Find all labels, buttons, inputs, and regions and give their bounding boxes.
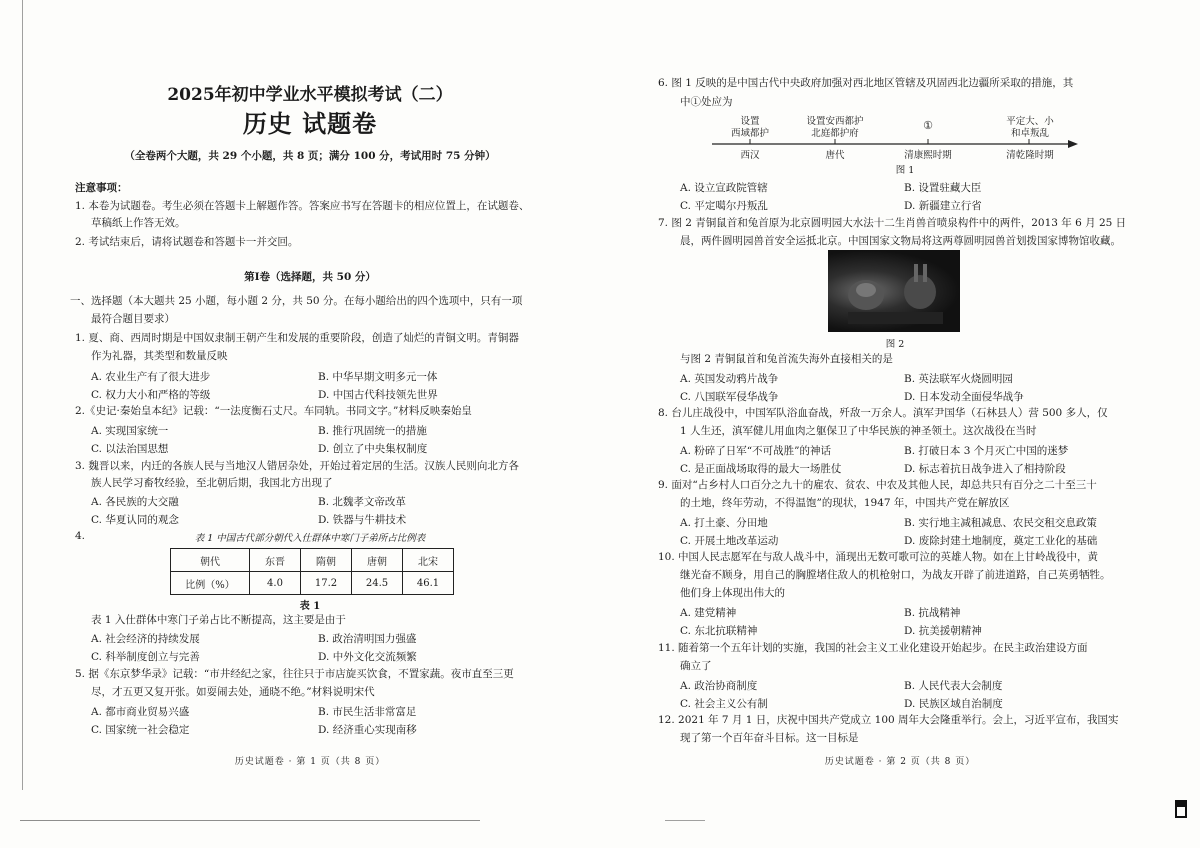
q3-option-a[interactable]: A. 各民族的大交融 xyxy=(91,496,179,508)
notice-1b: 草稿纸上作答无效。 xyxy=(91,217,186,229)
q6-option-d[interactable]: D. 新疆建立行省 xyxy=(904,200,982,212)
q11-option-a[interactable]: A. 政治协商制度 xyxy=(680,680,758,692)
q9-option-d[interactable]: D. 废除封建土地制度，奠定工业化的基础 xyxy=(904,535,1098,547)
table-header-cell: 北宋 xyxy=(403,549,454,572)
table-cell: 4.0 xyxy=(250,572,301,595)
q9-option-a[interactable]: A. 打土豪、分田地 xyxy=(680,517,768,529)
q6-stem-b: 中①处应为 xyxy=(680,96,733,108)
q11-option-d[interactable]: D. 民族区域自治制度 xyxy=(904,698,1003,710)
timeline-era-2: 唐代 xyxy=(825,150,845,161)
timeline-label-1b: 西域都护 xyxy=(730,128,769,139)
page-footer: 历史试题卷 · 第 2 页（共 8 页） xyxy=(824,757,976,767)
q2-option-d[interactable]: D. 创立了中央集权制度 xyxy=(318,443,428,455)
corner-mark xyxy=(1175,800,1187,818)
q3-option-b[interactable]: B. 北魏孝文帝改革 xyxy=(318,496,406,508)
timeline-label-2a: 设置安西都护 xyxy=(806,116,864,127)
q7-stem-b: 晨，两件圆明园兽首安全运抵北京。中国国家文物局将这两尊圆明园兽首划拨国家博物馆收藏。 xyxy=(680,235,1121,247)
q11-option-b[interactable]: B. 人民代表大会制度 xyxy=(904,680,1003,692)
q1-option-c[interactable]: C. 权力大小和严格的等级 xyxy=(91,389,211,401)
table-cell: 24.5 xyxy=(352,572,403,595)
q8-stem-a: 8. 台儿庄战役中，中国军队浴血奋战，歼敌一万余人。滇军尹国华（石林县人）营 500 多人，仅 xyxy=(658,407,1108,419)
q10-option-d[interactable]: D. 抗美援朝精神 xyxy=(904,625,982,637)
bronze-heads-photo xyxy=(828,250,960,332)
q3-stem-a: 3. 魏晋以来，内迁的各族人民与当地汉人错居杂处，开始过着定居的生活。汉族人民则向北方各 xyxy=(75,460,519,472)
section-1a: 一、选择题（本大题共 25 小题，每小题 2 分，共 50 分。在每小题给出的四个选项中，只有一项 xyxy=(70,295,523,307)
q9-option-c[interactable]: C. 开展土地改革运动 xyxy=(680,535,779,547)
q6-option-a[interactable]: A. 设立宣政院管辖 xyxy=(680,182,768,194)
q10-stem-b: 继光奋不顾身，用自己的胸膛堵住敌人的机枪射口，为战友开辟了前进道路，自己英勇牺牲。 xyxy=(680,569,1111,581)
notice-2: 2. 考试结束后，请将试题卷和答题卡一并交回。 xyxy=(75,236,299,248)
timeline-label-2b: 北庭都护府 xyxy=(811,128,859,139)
q10-option-b[interactable]: B. 抗战精神 xyxy=(904,607,961,619)
table-caption: 表 1 中国古代部分朝代入仕群体中寒门子弟所占比例表 xyxy=(194,533,426,544)
q7-option-b[interactable]: B. 英法联军火烧圆明园 xyxy=(904,373,1013,385)
q10-option-a[interactable]: A. 建党精神 xyxy=(680,607,737,619)
table-header-cell: 朝代 xyxy=(171,549,250,572)
q5-option-d[interactable]: D. 经济重心实现南移 xyxy=(318,724,417,736)
scan-bottom-line xyxy=(20,820,480,821)
q7-option-a[interactable]: A. 英国发动鸦片战争 xyxy=(680,373,779,385)
table-header-row xyxy=(171,549,454,572)
scan-bottom-line xyxy=(665,820,705,821)
q5-option-b[interactable]: B. 市民生活非常富足 xyxy=(318,706,417,718)
q8-option-d[interactable]: D. 标志着抗日战争进入了相持阶段 xyxy=(904,463,1066,475)
q6-option-b[interactable]: B. 设置驻藏大臣 xyxy=(904,182,982,194)
q4-stem: 表 1 入仕群体中寒门子弟占比不断提高，这主要是由于 xyxy=(91,614,346,626)
page-2 xyxy=(600,0,1200,848)
q12-stem-a: 12. 2021 年 7 月 1 日，庆祝中国共产党成立 100 周年大会隆重举行。会上，习近平宣布，我国实 xyxy=(658,714,1119,726)
data-table xyxy=(170,548,454,595)
figure-1-label: 图 1 xyxy=(895,165,915,176)
notice-title: 注意事项： xyxy=(75,182,128,194)
q3-option-d[interactable]: D. 铁器与牛耕技术 xyxy=(318,514,407,526)
q6-stem-a: 6. 图 1 反映的是中国古代中央政府加强对西北地区管辖及巩固西北边疆所采取的措施，其 xyxy=(658,77,1074,89)
q9-stem-a: 9. 面对“占乡村人口百分之九十的雇农、贫农、中农及其他人民，却总共只有百分之二十至三十 xyxy=(658,479,1097,491)
q5-stem-b: 尽，才五更又复开张。如耍闹去处，通晓不绝。”材料说明宋代 xyxy=(91,686,375,698)
figure-2-label: 图 2 xyxy=(885,339,905,350)
table-cell: 46.1 xyxy=(403,572,454,595)
table-cell: 17.2 xyxy=(301,572,352,595)
table-header-cell: 东晋 xyxy=(250,549,301,572)
q7-stem: 与图 2 青铜鼠首和兔首流失海外直接相关的是 xyxy=(680,353,893,365)
timeline-label-4a: 平定大、小 xyxy=(1006,116,1054,127)
q10-stem-a: 10. 中国人民志愿军在与敌人战斗中，涌现出无数可歌可泣的英雄人物。如在上甘岭战役中，黄 xyxy=(658,551,1099,563)
q7-option-d[interactable]: D. 日本发动全面侵华战争 xyxy=(904,391,1024,403)
bronze-heads-image xyxy=(828,250,960,332)
q4-option-a[interactable]: A. 社会经济的持续发展 xyxy=(91,633,200,645)
q1-option-a[interactable]: A. 农业生产有了很大进步 xyxy=(91,371,211,383)
page-footer: 历史试题卷 · 第 1 页（共 8 页） xyxy=(234,757,386,767)
q7-option-c[interactable]: C. 八国联军侵华战争 xyxy=(680,391,779,403)
q4-option-c[interactable]: C. 科举制度创立与完善 xyxy=(91,651,200,663)
exam-info: （全卷两个大题，共 29 个小题，共 8 页；满分 100 分，考试用时 75 分钟） xyxy=(124,150,496,162)
q1-stem-a: 1. 夏、商、西周时期是中国奴隶制王朝产生和发展的重要阶段，创造了灿烂的青铜文明。青铜器 xyxy=(75,332,519,344)
q3-stem-b: 族人民学习畜牧经验，至北朝后期，我国北方出现了 xyxy=(91,477,333,489)
q1-option-b[interactable]: B. 中华早期文明多元一体 xyxy=(318,371,438,383)
q2-option-b[interactable]: B. 推行巩固统一的措施 xyxy=(318,425,427,437)
q8-option-c[interactable]: C. 是正面战场取得的最大一场胜仗 xyxy=(680,463,842,475)
timeline-era-3: 清康熙时期 xyxy=(904,150,952,161)
q12-stem-b: 现了第一个百年奋斗目标。这一目标是 xyxy=(680,732,859,744)
q8-option-a[interactable]: A. 粉碎了日军“不可战胜”的神话 xyxy=(680,445,831,457)
section-1b: 最符合题目要求） xyxy=(91,313,175,325)
q11-stem-a: 11. 随着第一个五年计划的实施，我国的社会主义工业化建设开始起步。在民主政治建设方面 xyxy=(658,642,1088,654)
subject-title: 历史 试题卷 xyxy=(242,109,378,138)
q4-option-d[interactable]: D. 中外文化交流频繁 xyxy=(318,651,417,663)
notice-1a: 1. 本卷为试题卷。考生必须在答题卡上解题作答。答案应书写在答题卡的相应位置上，在试题卷、 xyxy=(75,200,530,212)
q10-option-c[interactable]: C. 东北抗联精神 xyxy=(680,625,758,637)
q1-stem-b: 作为礼器，其类型和数量反映 xyxy=(91,350,228,362)
q2-option-c[interactable]: C. 以法治国思想 xyxy=(91,443,169,455)
q4-number: 4. xyxy=(75,530,86,542)
q5-option-c[interactable]: C. 国家统一社会稳定 xyxy=(91,724,190,736)
timeline-era-4: 清乾隆时期 xyxy=(1006,150,1054,161)
table-label: 表 1 xyxy=(299,601,321,612)
q4-option-b[interactable]: B. 政治清明国力强盛 xyxy=(318,633,417,645)
q11-option-c[interactable]: C. 社会主义公有制 xyxy=(680,698,768,710)
table-row xyxy=(171,572,454,595)
q5-option-a[interactable]: A. 都市商业贸易兴盛 xyxy=(91,706,190,718)
q8-option-b[interactable]: B. 打破日本 3 个月灭亡中国的迷梦 xyxy=(904,445,1069,457)
timeline-era-1: 西汉 xyxy=(740,150,760,161)
q6-option-c[interactable]: C. 平定噶尔丹叛乱 xyxy=(680,200,768,212)
timeline-label-4b: 和卓叛乱 xyxy=(1010,128,1049,139)
q9-option-b[interactable]: B. 实行地主减租减息、农民交租交息政策 xyxy=(904,517,1097,529)
q2-option-a[interactable]: A. 实现国家统一 xyxy=(91,425,169,437)
q2-stem: 2.《史记·秦始皇本纪》记载：“一法度衡石丈尺。车同轨。书同文字。”材料反映秦始皇 xyxy=(75,405,472,417)
timeline-blank-marker: ① xyxy=(923,119,933,132)
q3-option-c[interactable]: C. 华夏认同的观念 xyxy=(91,514,179,526)
q9-stem-b: 的土地，终年劳动，不得温饱”的现状，1947 年，中国共产党在解放区 xyxy=(680,497,1010,509)
q1-option-d[interactable]: D. 中国古代科技领先世界 xyxy=(318,389,438,401)
timeline-label-1a: 设置 xyxy=(740,116,760,127)
table-header-cell: 唐朝 xyxy=(352,549,403,572)
volume-title: 第Ⅰ卷（选择题，共 50 分） xyxy=(244,271,376,283)
table-header-cell: 隋朝 xyxy=(301,549,352,572)
table-cell: 比例（%） xyxy=(171,572,250,595)
q11-stem-b: 确立了 xyxy=(680,660,712,672)
q7-stem-a: 7. 图 2 青铜鼠首和兔首原为北京圆明园大水法十二生肖兽首喷泉构件中的两件，2013 年 6 月 25 日 xyxy=(658,217,1127,229)
exam-title: 2025年初中学业水平模拟考试（二） xyxy=(167,85,453,105)
q8-stem-b: 1 人生还，滇军健儿用血肉之躯保卫了中华民族的神圣领土。这次战役在当时 xyxy=(680,425,1037,437)
q10-stem-c: 他们身上体现出伟大的 xyxy=(680,587,785,599)
q5-stem-a: 5. 据《东京梦华录》记载：“市井经纪之家，往往只于市店旋买饮食，不置家蔬。夜市直至三更 xyxy=(75,668,514,680)
